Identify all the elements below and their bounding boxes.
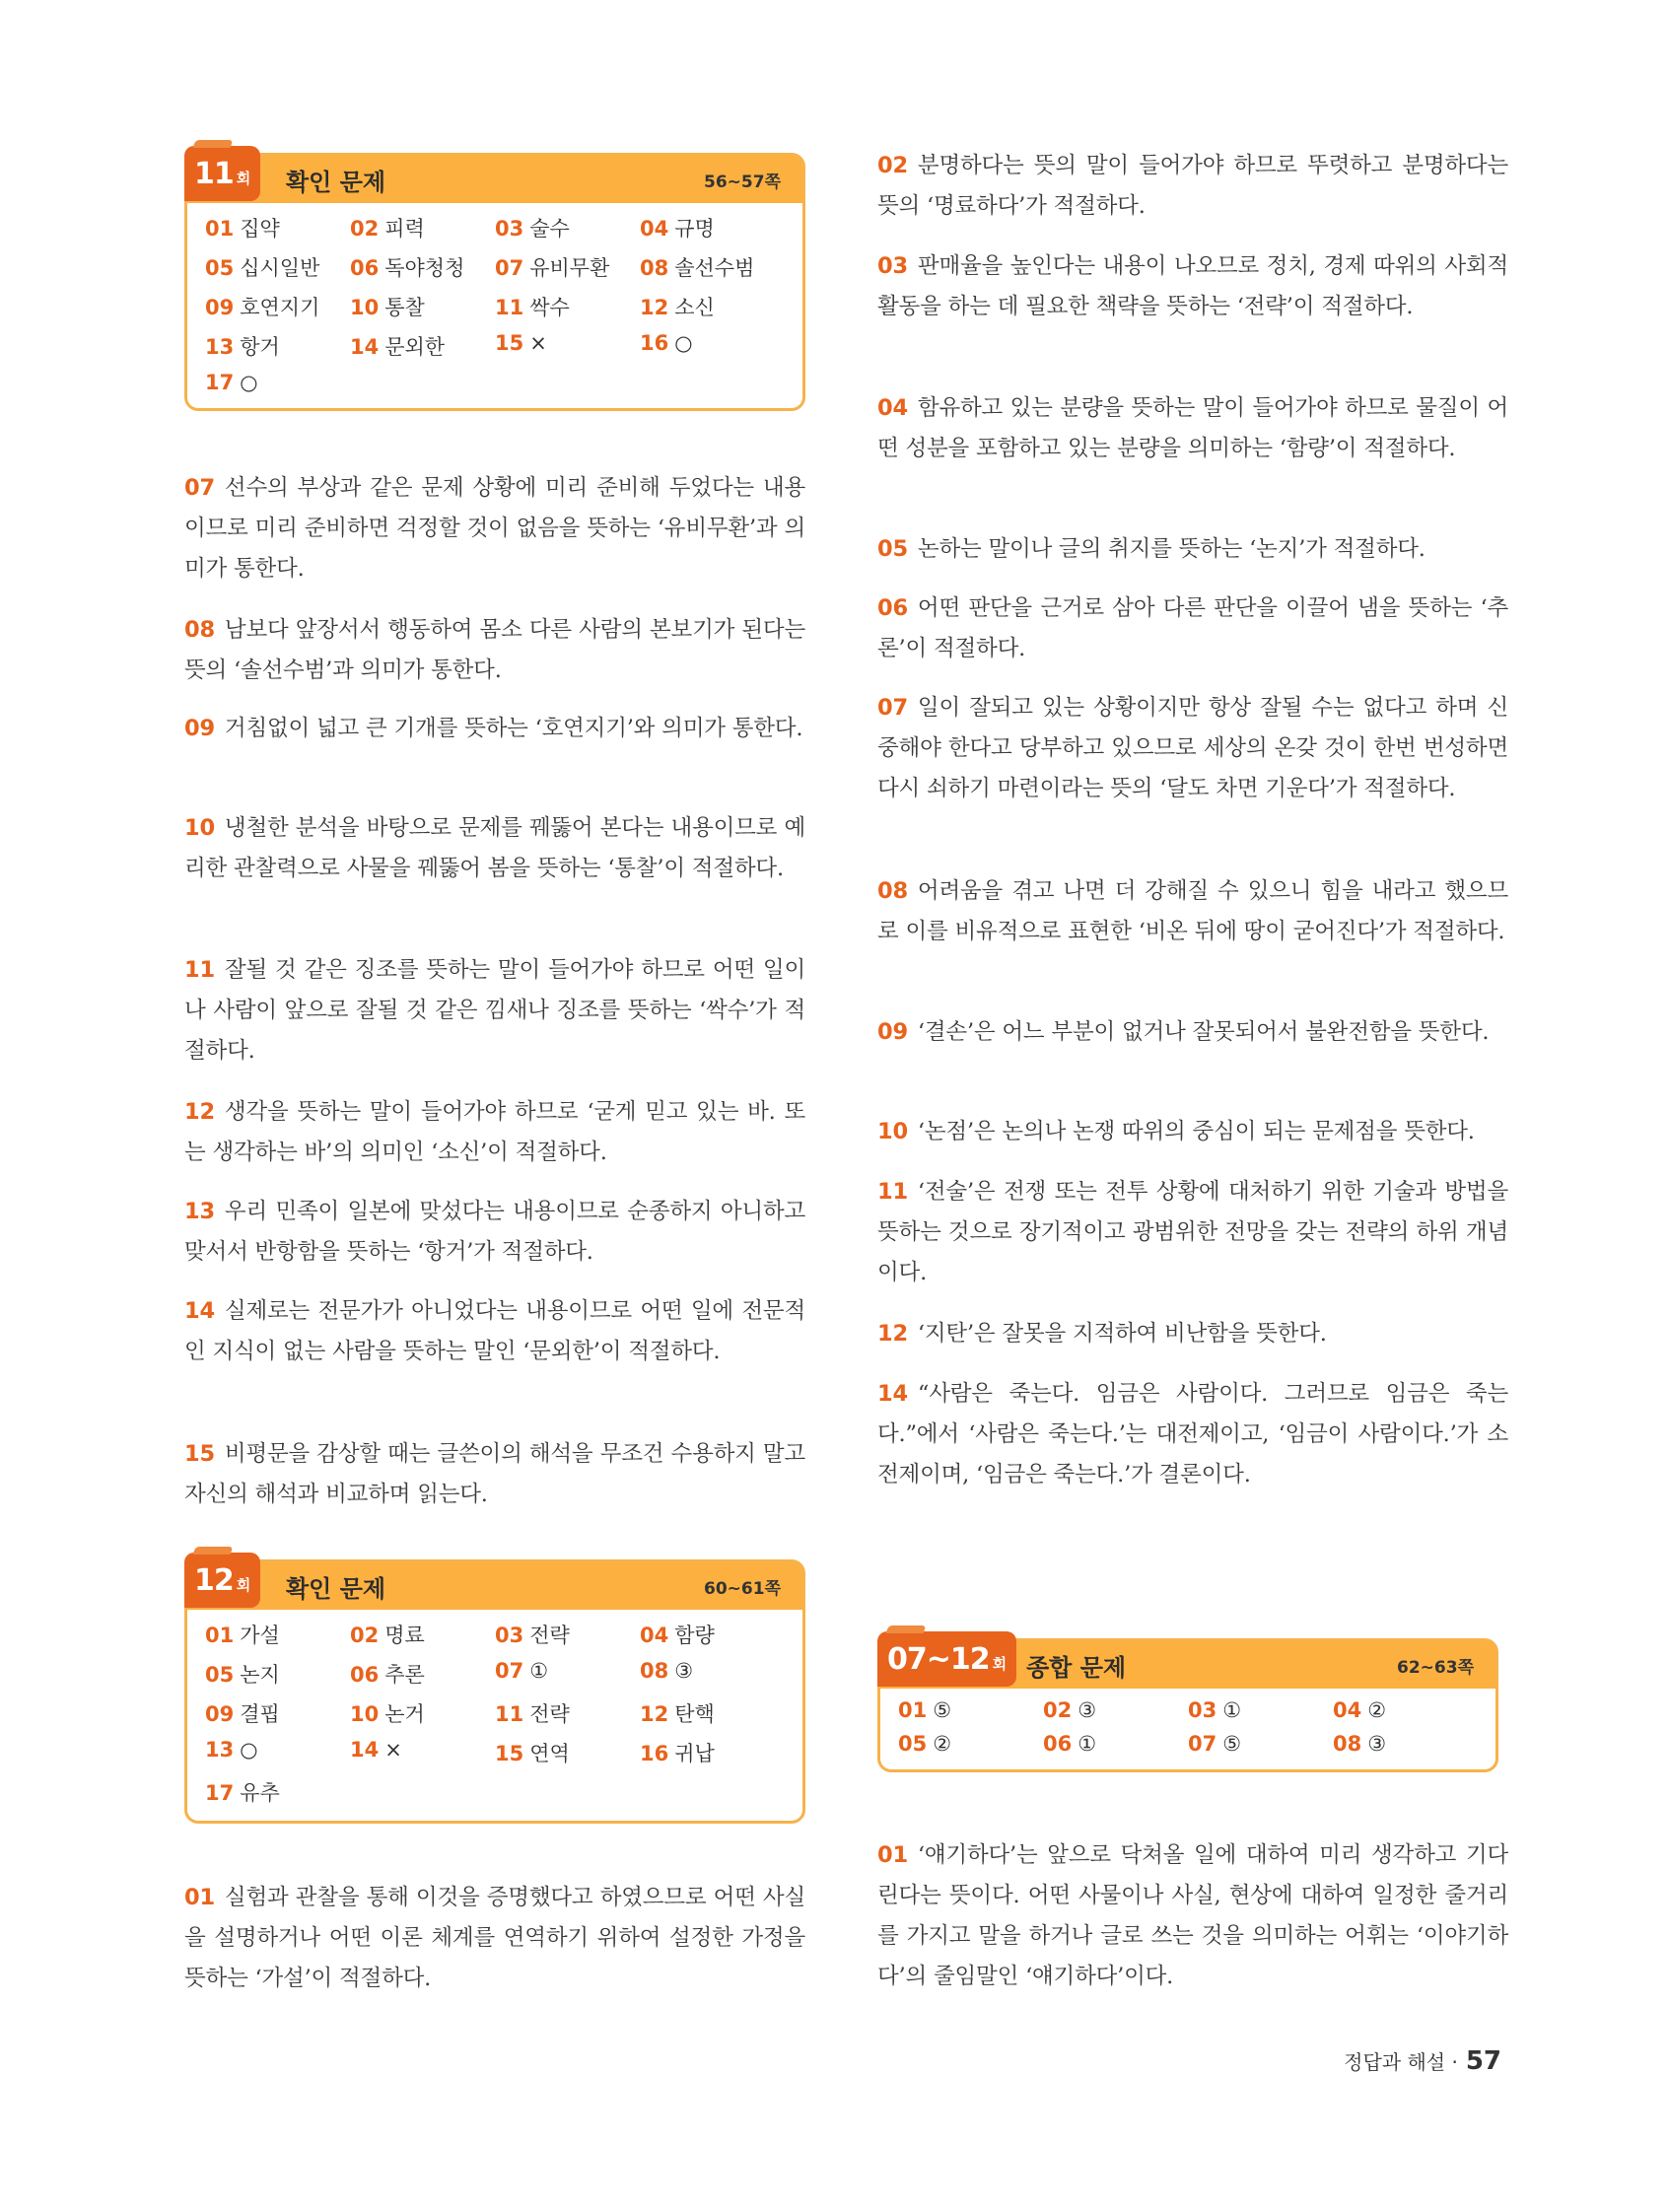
answer-value: 유비무환	[529, 256, 610, 280]
answer-number: 11	[495, 1702, 524, 1726]
answer-item	[495, 1698, 640, 1728]
answer-number: 04	[1333, 1698, 1362, 1722]
explanation-text: “사람은 죽는다. 임금은 사람이다. 그러므로 임금은 죽는다.”에서 ‘사람은 죽는다.’는 대전제이고, ‘임금이 사람이다.’가 소전제이며, ‘임금은 죽는다.’가 결론이다.	[877, 1381, 1508, 1487]
answer-number: 16	[640, 1742, 669, 1765]
answer-value: ⑤	[1222, 1732, 1242, 1756]
explanation-paragraph	[184, 1092, 805, 1173]
explanation-text: 어려움을 겪고 나면 더 강해질 수 있으니 힘을 내라고 했으므로 이를 비유적으로 표현한 ‘비온 뒤에 땅이 굳어진다’가 적절하다.	[877, 878, 1508, 944]
answer-number: 14	[350, 335, 380, 359]
explanation-paragraph	[184, 610, 805, 691]
explanation-paragraph	[877, 688, 1508, 809]
answer-value: ○	[674, 331, 693, 355]
answer-number: 17	[205, 371, 235, 394]
answer-number: 07	[495, 1659, 524, 1683]
answer-item	[205, 213, 350, 242]
answer-value: 십시일반	[240, 256, 320, 280]
answer-item	[495, 213, 640, 242]
explanation-text: 비평문을 감상할 때는 글쓴이의 해석을 무조건 수용하지 말고 자신의 해석과 비교하며 읽는다.	[184, 1441, 805, 1507]
answer-item	[350, 292, 495, 321]
explanation-text: 잘될 것 같은 징조를 뜻하는 말이 들어가야 하므로 어떤 일이나 사람이 앞으로 잘될 것 같은 낌새나 징조를 뜻하는 ‘싹수’가 적절하다.	[184, 957, 805, 1064]
answer-value: 솔선수범	[674, 256, 755, 280]
explanation-paragraph	[184, 1434, 805, 1515]
explanation-text: 선수의 부상과 같은 문제 상황에 미리 준비해 두었다는 내용이므로 미리 준비하면 걱정할 것이 없음을 뜻하는 ‘유비무환’과 의미가 통한다.	[184, 475, 805, 582]
explanation-paragraph	[184, 1192, 805, 1273]
answer-grid	[187, 1610, 802, 1821]
answer-box-pages: 60~61쪽	[704, 1578, 781, 1599]
answer-value: 귀납	[674, 1742, 715, 1765]
session-number: 11	[194, 156, 234, 191]
answer-number: 15	[495, 331, 524, 355]
explanation-text: 분명하다는 뜻의 말이 들어가야 하므로 뚜렷하고 분명하다는 뜻의 ‘명료하다’가 적절하다.	[877, 153, 1508, 219]
explanation-number: 05	[877, 536, 908, 562]
explanation-paragraph	[184, 950, 805, 1071]
answer-item	[1043, 1698, 1188, 1722]
answer-value: ③	[1078, 1698, 1097, 1722]
explanation-text: 생각을 뜻하는 말이 들어가야 하므로 ‘굳게 믿고 있는 바. 또는 생각하는 바’의 의미인 ‘소신’이 적절하다.	[184, 1099, 805, 1165]
answer-number: 11	[495, 296, 524, 319]
explanation-paragraph	[877, 1314, 1508, 1354]
explanation-text: 우리 민족이 일본에 맞섰다는 내용이므로 순종하지 아니하고 맞서서 반항함을 뜻하는 ‘항거’가 적절하다.	[184, 1199, 805, 1265]
answer-item	[350, 1738, 495, 1767]
answer-number: 02	[350, 1624, 380, 1647]
explanation-paragraph	[877, 588, 1508, 669]
explanation-text: 일이 잘되고 있는 상황이지만 항상 잘될 수는 없다고 하며 신중해야 한다고 당부하고 있으므로 세상의 온갖 것이 한번 번성하면 다시 쇠하기 마련이라는 뜻의 ‘달도 차면 기운다’가 적절하다.	[877, 695, 1508, 801]
answer-box-pages: 56~57쪽	[704, 172, 781, 192]
answer-item	[205, 331, 350, 361]
answer-number: 05	[205, 1663, 235, 1687]
explanation-text: 어떤 판단을 근거로 삼아 다른 판단을 이끌어 냄을 뜻하는 ‘추론’이 적절하다.	[877, 595, 1508, 661]
answer-number: 10	[350, 296, 380, 319]
answer-item	[350, 1659, 495, 1689]
answer-number: 08	[640, 256, 669, 280]
explanation-number: 12	[877, 1321, 908, 1347]
explanation-text: 실험과 관찰을 통해 이것을 증명했다고 하였으므로 어떤 사실을 설명하거나 어떤 이론 체계를 연역하기 위하여 설정한 가정을 뜻하는 ‘가설’이 적절하다.	[184, 1885, 805, 1991]
answer-item	[205, 1738, 350, 1767]
answer-number: 01	[205, 1624, 235, 1647]
answer-item	[205, 371, 350, 394]
answer-item	[1043, 1732, 1188, 1756]
answer-value: 싹수	[529, 296, 570, 319]
answer-item	[1188, 1698, 1333, 1722]
answer-value: ○	[240, 371, 258, 394]
explanation-number: 04	[877, 395, 908, 421]
answer-value: 명료	[384, 1624, 425, 1647]
answer-box-title: 종합 문제	[1026, 1653, 1127, 1682]
answer-number: 08	[640, 1659, 669, 1683]
answer-item	[1188, 1732, 1333, 1756]
answer-item	[205, 1698, 350, 1728]
session-number: 12	[194, 1562, 234, 1598]
answer-number: 09	[205, 1702, 235, 1726]
session-suffix: 회	[992, 1654, 1008, 1673]
answer-number: 06	[350, 1663, 380, 1687]
answer-item	[205, 1777, 350, 1807]
answer-value: 함량	[674, 1624, 715, 1647]
answer-item	[350, 1698, 495, 1728]
explanation-number: 02	[877, 153, 908, 178]
answer-value: 술수	[529, 217, 570, 241]
answer-box-total	[877, 1638, 1498, 1772]
answer-value: 추론	[384, 1663, 425, 1687]
explanation-number: 15	[184, 1441, 215, 1467]
explanation-text: 남보다 앞장서서 행동하여 몸소 다른 사람의 본보기가 된다는 뜻의 ‘솔선수범’과 의미가 통한다.	[184, 617, 805, 683]
page-number: 57	[1465, 2046, 1501, 2076]
answer-number: 01	[205, 217, 235, 241]
explanation-paragraph	[877, 1835, 1508, 1997]
explanation-text: 냉철한 분석을 바탕으로 문제를 꿰뚫어 본다는 내용이므로 예리한 관찰력으로 사물을 꿰뚫어 봄을 뜻하는 ‘통찰’이 적절하다.	[184, 815, 805, 881]
explanation-paragraph	[184, 1878, 805, 1999]
explanation-number: 14	[877, 1381, 908, 1407]
answer-number: 02	[1043, 1698, 1073, 1722]
answer-number: 04	[640, 1624, 669, 1647]
answer-number: 13	[205, 335, 235, 359]
answer-item	[640, 213, 785, 242]
explanation-text: 판매율을 높인다는 내용이 나오므로 정치, 경제 따위의 사회적 활동을 하는 데 필요한 책략을 뜻하는 ‘전략’이 적절하다.	[877, 253, 1508, 319]
footer-label: 정답과 해설 ·	[1344, 2050, 1458, 2074]
explanation-number: 11	[877, 1179, 908, 1205]
answer-grid	[880, 1689, 1495, 1769]
explanation-text: 함유하고 있는 분량을 뜻하는 말이 들어가야 하므로 물질이 어떤 성분을 포함하고 있는 분량을 의미하는 ‘함량’이 적절하다.	[877, 395, 1508, 461]
answer-number: 03	[1188, 1698, 1217, 1722]
answer-number: 15	[495, 1742, 524, 1765]
answer-item	[495, 331, 640, 361]
answer-number: 05	[898, 1732, 928, 1756]
answer-number: 04	[640, 217, 669, 241]
explanation-text: ‘지탄’은 잘못을 지적하여 비난함을 뜻한다.	[917, 1321, 1327, 1347]
answer-item	[640, 1698, 785, 1728]
answer-value: 규명	[674, 217, 715, 241]
answer-value: 집약	[240, 217, 280, 241]
explanation-paragraph	[877, 871, 1508, 952]
answer-item	[495, 1738, 640, 1767]
explanation-paragraph	[877, 1112, 1508, 1152]
explanation-number: 09	[877, 1019, 908, 1045]
explanation-paragraph	[877, 246, 1508, 327]
answer-value: ③	[674, 1659, 694, 1683]
answer-item	[495, 292, 640, 321]
answer-value: ○	[240, 1738, 258, 1762]
answer-item	[898, 1732, 1043, 1756]
answer-number: 12	[640, 296, 669, 319]
answer-number: 13	[205, 1738, 235, 1762]
answer-value: ②	[1367, 1698, 1387, 1722]
answer-number: 14	[350, 1738, 380, 1762]
answer-box-11	[184, 153, 805, 411]
answer-number: 16	[640, 331, 669, 355]
explanation-paragraph	[184, 709, 805, 749]
explanation-paragraph	[877, 1012, 1508, 1053]
session-suffix: 회	[236, 169, 251, 187]
answer-value: ①	[529, 1659, 549, 1683]
explanation-paragraph	[184, 808, 805, 889]
answer-item	[1333, 1732, 1478, 1756]
explanation-text: 논하는 말이나 글의 취지를 뜻하는 ‘논지’가 적절하다.	[917, 536, 1426, 562]
answer-value: ×	[529, 331, 547, 355]
explanation-number: 08	[184, 617, 215, 643]
session-number: 07~12	[887, 1641, 990, 1677]
answer-number: 06	[350, 256, 380, 280]
answer-number: 12	[640, 1702, 669, 1726]
answer-item	[640, 1738, 785, 1767]
answer-value: 피력	[384, 217, 425, 241]
answer-value: ②	[933, 1732, 952, 1756]
page-footer	[1344, 2046, 1501, 2076]
answer-item	[350, 1620, 495, 1649]
explanation-text: 거침없이 넓고 큰 기개를 뜻하는 ‘호연지기’와 의미가 통한다.	[224, 716, 803, 741]
explanation-number: 01	[184, 1885, 215, 1910]
answer-value: ①	[1222, 1698, 1242, 1722]
session-suffix: 회	[236, 1575, 251, 1594]
explanation-number: 11	[184, 957, 215, 983]
answer-number: 05	[205, 256, 235, 280]
answer-item	[640, 292, 785, 321]
explanation-number: 07	[877, 695, 908, 721]
answer-number: 10	[350, 1702, 380, 1726]
session-badge	[184, 146, 260, 201]
answer-value: ⑤	[933, 1698, 952, 1722]
explanation-number: 06	[877, 595, 908, 621]
answer-box-pages: 62~63쪽	[1397, 1657, 1474, 1678]
explanation-paragraph	[877, 1172, 1508, 1293]
answer-item	[205, 252, 350, 282]
answer-number: 03	[495, 1624, 524, 1647]
answer-item	[640, 1620, 785, 1649]
answer-value: 논지	[240, 1663, 280, 1687]
explanation-text: ‘논점’은 논의나 논쟁 따위의 중심이 되는 문제점을 뜻한다.	[917, 1119, 1475, 1144]
explanation-number: 07	[184, 475, 215, 501]
answer-value: 탄핵	[674, 1702, 715, 1726]
answer-number: 02	[350, 217, 380, 241]
answer-box-title: 확인 문제	[286, 168, 386, 196]
explanation-number: 01	[877, 1842, 908, 1868]
explanation-number: 08	[877, 878, 908, 904]
answer-box-header	[187, 156, 802, 203]
explanation-number: 14	[184, 1298, 215, 1324]
answer-item	[495, 1620, 640, 1649]
answer-item	[350, 213, 495, 242]
explanation-number: 09	[184, 716, 215, 741]
answer-item	[205, 1620, 350, 1649]
session-badge	[184, 1553, 260, 1608]
answer-item	[640, 331, 785, 361]
explanation-text: ‘결손’은 어느 부분이 없거나 잘못되어서 불완전함을 뜻한다.	[917, 1019, 1490, 1045]
answer-item	[205, 1659, 350, 1689]
answer-number: 08	[1333, 1732, 1362, 1756]
answer-item	[495, 1659, 640, 1689]
answer-number: 07	[1188, 1732, 1217, 1756]
answer-item	[898, 1698, 1043, 1722]
answer-item	[640, 1659, 785, 1689]
answer-value: 통찰	[384, 296, 425, 319]
answer-value: 독야청청	[384, 256, 465, 280]
explanation-paragraph	[877, 1374, 1508, 1495]
answer-value: 유추	[240, 1781, 280, 1805]
answer-item	[350, 252, 495, 282]
answer-value: 소신	[674, 296, 715, 319]
explanation-paragraph	[877, 529, 1508, 570]
answer-number: 03	[495, 217, 524, 241]
answer-number: 17	[205, 1781, 235, 1805]
answer-value: 가설	[240, 1624, 280, 1647]
explanation-text: 실제로는 전문가가 아니었다는 내용이므로 어떤 일에 전문적인 지식이 없는 사람을 뜻하는 말인 ‘문외한’이 적절하다.	[184, 1298, 805, 1364]
answer-value: 문외한	[384, 335, 446, 359]
answer-box-title: 확인 문제	[286, 1574, 386, 1603]
explanation-number: 10	[877, 1119, 908, 1144]
explanation-number: 13	[184, 1199, 215, 1224]
session-badge	[877, 1631, 1016, 1687]
explanation-number: 03	[877, 253, 908, 279]
answer-item	[640, 252, 785, 282]
answer-box-12	[184, 1559, 805, 1824]
answer-value: 논거	[384, 1702, 425, 1726]
answer-number: 01	[898, 1698, 928, 1722]
answer-grid	[187, 203, 802, 408]
answer-item	[495, 252, 640, 282]
answer-value: 연역	[529, 1742, 570, 1765]
explanation-paragraph	[877, 388, 1508, 469]
answer-value: 전략	[529, 1702, 570, 1726]
answer-value: 전략	[529, 1624, 570, 1647]
explanation-paragraph	[184, 1291, 805, 1372]
answer-number: 06	[1043, 1732, 1073, 1756]
explanation-number: 10	[184, 815, 215, 841]
answer-item	[205, 292, 350, 321]
answer-value: ③	[1367, 1732, 1387, 1756]
answer-value: 결핍	[240, 1702, 280, 1726]
answer-item	[350, 331, 495, 361]
answer-box-header	[187, 1562, 802, 1610]
answer-value: 호연지기	[240, 296, 320, 319]
explanation-paragraph	[184, 468, 805, 589]
answer-value: ①	[1078, 1732, 1097, 1756]
explanation-paragraph	[877, 146, 1508, 227]
explanation-text: ‘얘기하다’는 앞으로 닥쳐올 일에 대하여 미리 생각하고 기다린다는 뜻이다. 어떤 사물이나 사실, 현상에 대하여 일정한 줄거리를 가지고 말을 하거나 글로 쓰는 것을 의미하는 어휘는 ‘이야기하다’의 줄임말인 ‘얘기하다’이다.	[877, 1842, 1508, 1989]
answer-value: 항거	[240, 335, 280, 359]
answer-value: ×	[384, 1738, 402, 1762]
answer-item	[1333, 1698, 1478, 1722]
answer-number: 09	[205, 296, 235, 319]
explanation-number: 12	[184, 1099, 215, 1125]
answer-box-header	[880, 1641, 1495, 1689]
explanation-text: ‘전술’은 전쟁 또는 전투 상황에 대처하기 위한 기술과 방법을 뜻하는 것으로 장기적이고 광범위한 전망을 갖는 전략의 하위 개념이다.	[877, 1179, 1508, 1285]
answer-number: 07	[495, 256, 524, 280]
